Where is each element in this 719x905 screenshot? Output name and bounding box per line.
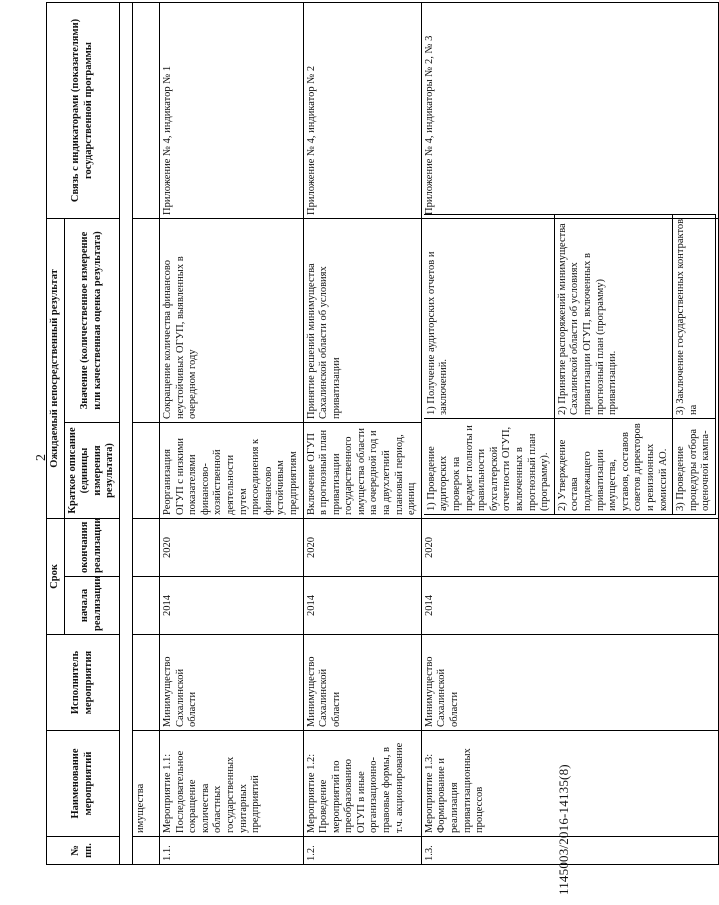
header-link: Связь с индикаторами (показателями) государственной программы bbox=[47, 2, 120, 218]
row-name: Мероприятие 1.1: Последовательное сокращение количества областных государственных унитарных предприятий bbox=[159, 731, 303, 837]
row-executor: Минимущество Сахалинской области bbox=[159, 635, 303, 731]
header-term-end: окончания реализации bbox=[64, 518, 119, 576]
row-desc: Включение ОГУП в прогнозный план приватизации государственного имущества области на очередной год и на двухлетний плановый период, единиц bbox=[303, 422, 421, 518]
subresult-desc: 2) Утверждение состава подлежащего приватизации имущества, уставов, составов советов директоров и ревизионных комиссий АО. bbox=[554, 418, 672, 514]
subresult-row bbox=[673, 214, 716, 514]
row-name: Мероприятие 1.2: Проведение мероприятий по преобразованию ОГУП в иные организационно-правовые формы, в т.ч. акционирование bbox=[303, 731, 421, 837]
row-executor: Минимущество Сахалинской области bbox=[303, 635, 421, 731]
row-num: 1.3. bbox=[421, 837, 718, 865]
row-start: 2014 bbox=[421, 577, 718, 635]
header-result-value: Значение (количественное измерение или качественная оценка результата) bbox=[64, 218, 119, 422]
header-executor: Исполнитель мероприятия bbox=[47, 635, 120, 731]
table-gap bbox=[119, 2, 132, 864]
row-value: Принятие решений минимущества Сахалинской области об условиях приватизации bbox=[303, 218, 421, 422]
row-end: 2020 bbox=[303, 518, 421, 576]
row-name: Мероприятие 1.3: Формирование и реализация приватизационных процессов bbox=[421, 731, 718, 837]
page-number: 2 bbox=[34, 454, 49, 461]
subresult-value: 3) Заключение государственных контрактов на bbox=[673, 214, 716, 418]
row-link: Приложение № 4, индикатор № 1 bbox=[159, 2, 303, 218]
subresult-value: 2) Принятие распоряжений минимущества Сахалинской области об условиях приватизации ОГУП, включенных в прогнозный план (программу) приватизации. bbox=[554, 214, 672, 418]
subresult-row bbox=[554, 214, 672, 514]
table-row bbox=[159, 2, 303, 864]
header-result-desc: Краткое описание (единицы измерения результата) bbox=[64, 422, 119, 518]
header-term-start: начала реализации bbox=[64, 577, 119, 635]
row-link: Приложение № 4, индикатор № 2 bbox=[303, 2, 421, 218]
table-row bbox=[421, 2, 718, 864]
category-row bbox=[132, 2, 159, 864]
row-num: 1.1. bbox=[159, 837, 303, 865]
row-end: 2020 bbox=[159, 518, 303, 576]
category-cell: имущества bbox=[132, 731, 159, 837]
row-end: 2020 bbox=[421, 518, 718, 576]
row-desc: Реорганизация ОГУП с низкими показателями финансово-хозяйственной деятельности путем присоединения к финансово устойчивым предприятиям bbox=[159, 422, 303, 518]
subresult-desc: 1) Проведение аудиторских проверок на предмет полноты и правильности бухгалтерской отчетности ОГУП, включенных в прогнозный план (программу). bbox=[424, 418, 554, 514]
header-term: Срок bbox=[47, 518, 65, 634]
subresult-desc: 3) Проведение процедуры отбора оценочной кампа- bbox=[673, 418, 716, 514]
row-start: 2014 bbox=[159, 577, 303, 635]
row-link: Приложение № 4, индикаторы № 2, № 3 bbox=[421, 2, 718, 218]
row-start: 2014 bbox=[303, 577, 421, 635]
row-executor: Минимущество Сахалинской области bbox=[421, 635, 718, 731]
row-value: Сокращение количества финансово неустойчивых ОГУП, выявленных в очередном году bbox=[159, 218, 303, 422]
document-code: 1145003/2016-14135(8) bbox=[556, 764, 571, 895]
subresult-row bbox=[424, 214, 554, 514]
activities-table bbox=[46, 2, 719, 865]
subresults-table bbox=[424, 214, 716, 515]
subresult-value: 1) Получение аудиторских отчетов и заключений. bbox=[424, 214, 554, 418]
header-name: Наименование мероприятий bbox=[47, 731, 120, 837]
header-result: Ожидаемый непосредственный результат bbox=[47, 218, 65, 518]
table-row bbox=[303, 2, 421, 864]
row-subresults bbox=[421, 218, 718, 518]
row-num: 1.2. bbox=[303, 837, 421, 865]
header-num: № пп. bbox=[47, 837, 120, 865]
